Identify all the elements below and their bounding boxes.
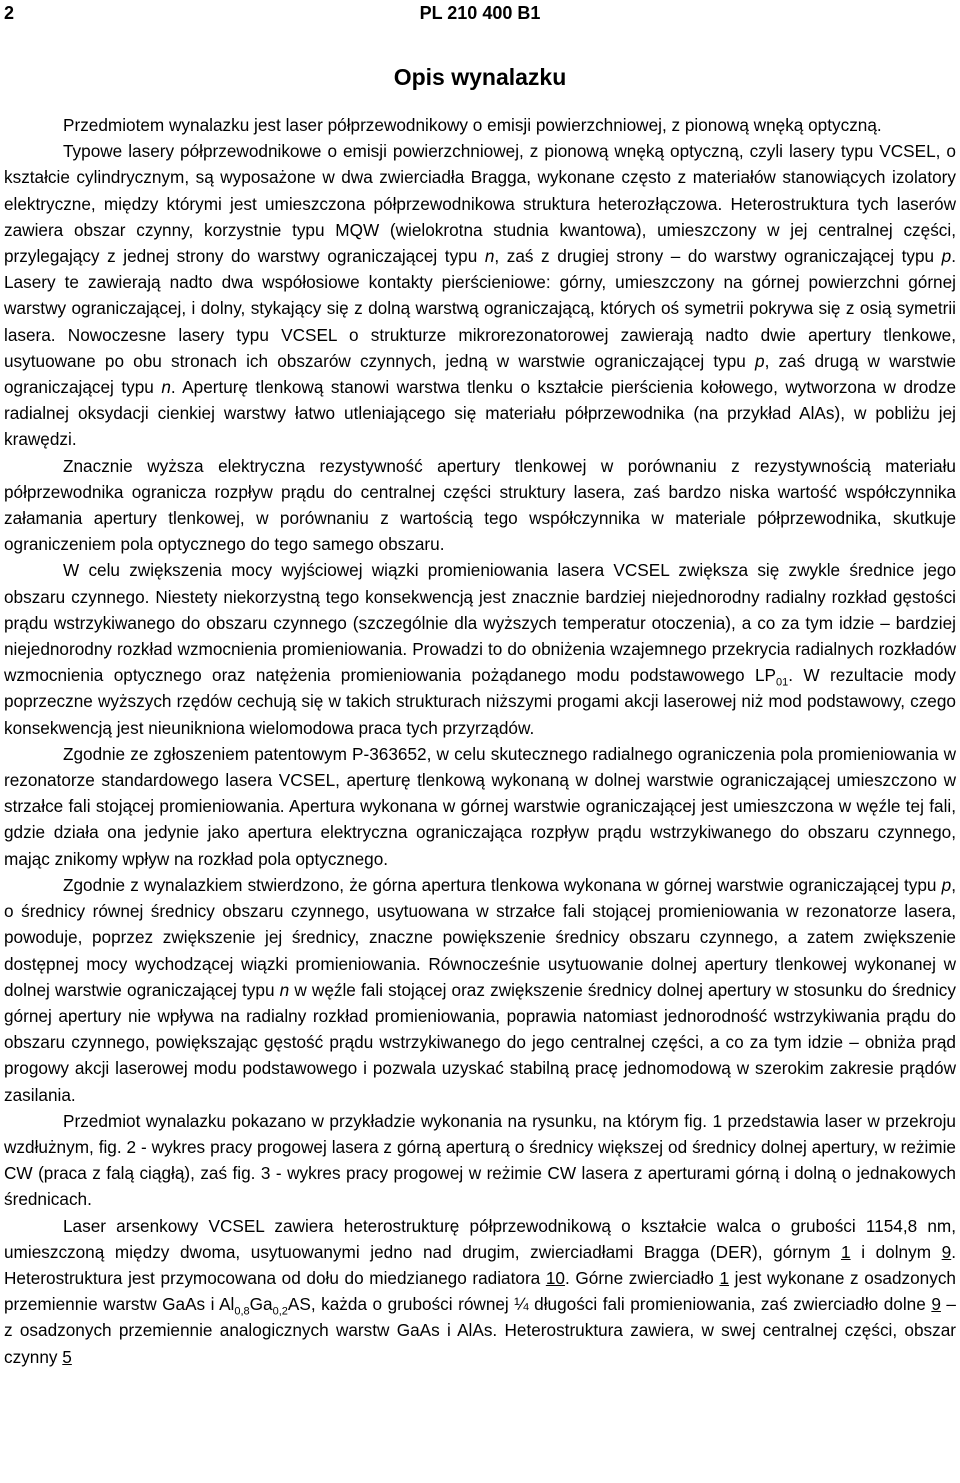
- reference-numeral: 9: [931, 1294, 941, 1315]
- reference-numeral: 10: [545, 1267, 565, 1288]
- text-run: . Górne zwierciadło: [564, 1267, 720, 1288]
- reference-numeral: 9: [941, 1241, 952, 1262]
- subscript: 0,8: [234, 1305, 250, 1318]
- italic-symbol: p: [941, 874, 952, 895]
- text-run: Zgodnie z wynalazkiem stwierdzono, że górna apertura tlenkowa wykonana w górnej warstwie ograniczającej typu: [63, 874, 942, 895]
- subscript: 01: [776, 676, 789, 689]
- italic-symbol: p: [755, 350, 765, 371]
- paragraph-3: Znacznie wyższa elektryczna rezystywność apertury tlenkowej w porównaniu z rezystywnością materiału półprzewodnika ogranicza rozpływ prądu do centralnej części struktury lasera, zaś bardzo niska wartość współczynnika załamania apertury tlenkowej, w porównaniu z wartością tego współczynnika w materiale półprzewodnika, skutkuje ograniczeniem pola optycznego do tego samego obszaru.: [4, 455, 956, 555]
- paragraph-2: [4, 138, 956, 452]
- reference-numeral: 1: [719, 1267, 729, 1288]
- paragraph-6: [4, 872, 956, 1108]
- document-body: [4, 112, 956, 1370]
- italic-symbol: n: [279, 979, 290, 1000]
- text-run: . Lasery te zawierają nadto dwa współosiowe kontakty pierścieniowe: górny, umieszczony na górnej powierzchni górnej warstwy ograniczającej, i dolny, stykający się z dolną warstwą ograniczającą, których oś symetrii pokrywa się z osią symetrii lasera. Nowoczesne lasery typu VCSEL o strukturze mikrorezonatorowej zawierają nadto dwie apertury tlenkowe, usytuowane po obu stronach ich obszarów czynnych, jedną w warstwie ograniczającej typu: [4, 246, 956, 371]
- page-number: 2: [4, 3, 15, 23]
- patent-number: PL 210 400 B1: [419, 3, 541, 23]
- text-run: jest wykonane z osadzonych przemiennie warstw GaAs i Al: [4, 1267, 956, 1315]
- text-run: Typowe lasery półprzewodnikowe o emisji powierzchniowej, z pionową wnęką optyczną, czyli lasery typu VCSEL, o kształcie cylindrycznym, są wyposażone w dwa zwierciadła Bragga, wykonane często z materiałów stanowiących izolatory elektryczne, między którymi jest umieszczona półprzewodnikowa struktura heterozłączowa. Heterostruktura tych laserów zawiera obszar czynny, korzystnie typu MQW (wielokrotna studnia kwantowa), umieszczony w jej centralnej części, przylegający z jednej strony do warstwy ograniczającej typu: [4, 141, 956, 267]
- subscript: 0,2: [272, 1305, 288, 1318]
- reference-numeral: 1: [841, 1241, 851, 1262]
- italic-symbol: n: [161, 377, 171, 398]
- text-run: , zaś drugą w warstwie ograniczającej typu: [4, 350, 956, 398]
- text-run: . Heterostruktura jest przymocowana od dołu do miedzianego radiatora: [4, 1241, 956, 1288]
- italic-symbol: p: [941, 246, 952, 267]
- paragraph-5: Zgodnie ze zgłoszeniem patentowym P-363652, w celu skutecznego radialnego ograniczenia pola promieniowania w rezonatorze standardowego lasera VCSEL, aperturę tlenkową wykonaną w dolnej warstwie ograniczającej umieszczono w strzałce fali stojącej promieniowania. Apertura wykonana w górnej warstwie ograniczającej jest umieszczona w węźle tej fali, gdzie działa ona jedynie jako apertura elektryczna ograniczająca rozpływ prądu wstrzykiwanego do obszaru czynnego, mając znikomy wpływ na rozkład pola optycznego.: [4, 743, 956, 869]
- text-run: , zaś z drugiej strony – do warstwy ograniczającej typu: [494, 246, 942, 267]
- text-run: i dolnym: [850, 1241, 942, 1262]
- text-run: Laser arsenkowy VCSEL zawiera heterostrukturę półprzewodnikową o kształcie walca o grubości 1154,8 nm, umieszczoną między dwoma, usytuowanymi jedno nad drugim, zwierciadłami Bragga (DER), górnym: [4, 1215, 956, 1262]
- italic-symbol: n: [484, 246, 495, 267]
- text-run: – z osadzonych przemiennie analogicznych warstw GaAs i AlAs. Heterostruktura zawiera, w swej centralnej części, obszar czynny: [4, 1294, 956, 1367]
- text-run: Ga: [249, 1294, 273, 1315]
- paragraph-1: Przedmiotem wynalazku jest laser półprzewodnikowy o emisji powierzchniowej, z pionową wnęką optyczną.: [63, 115, 882, 135]
- text-run: . W rezultacie mody poprzeczne wyższych rzędów cechują się w takich strukturach niższymi progami akcji laserowej niż mod podstawowy, czego konsekwencją jest nieuniknionа wielomodowa praca tych przyrządów.: [4, 665, 956, 738]
- document-title: Opis wynalazku: [393, 64, 567, 90]
- paragraph-4: [4, 557, 956, 740]
- text-run: . Aperturę tlenkową stanowi warstwa tlenku o kształcie pierścienia kołowego, wytworzona w drodze radialnej oksydacji cienkiej warstwy łatwo utleniającego się materiału półprzewodnika (na przykład AlAs), w pobliżu jej krawędzi.: [4, 377, 956, 450]
- reference-numeral: 5: [62, 1346, 72, 1367]
- paragraph-7: Przedmiot wynalazku pokazano w przykładzie wykonania na rysunku, na którym fig. 1 przedstawia laser w przekroju wzdłużnym, fig. 2 - wykres pracy progowej lasera z górną aperturą o średnicy większej od średnicy dolnej apertury, w reżimie CW (praca z falą ciągłą), zaś fig. 3 - wykres pracy progowej w reżimie CW lasera z aperturami górną i dolną o jednakowych średnicach.: [4, 1110, 956, 1210]
- text-run: W celu zwiększenia mocy wyjściowej wiązki promieniowania lasera VCSEL zwiększa się zwykle średnice jego obszaru czynnego. Niestety niekorzystną tego konsekwencją jest znacznie bardziej niejednorodny radialny rozkład gęstości prądu wstrzykiwanego do obszaru czynnego (szczególnie dla wyższych temperatur otoczenia), a co za tym idzie – bardziej niejednorodny rozkład wzmocnienia promieniowania. Prowadzi to do obniżenia wzajemnego przekrycia radialnych rozkładów wzmocnienia optycznego oraz natężenia promieniowania pożądanego modu podstawowego LP: [4, 560, 956, 686]
- paragraph-8: [4, 1213, 956, 1370]
- page-header: [4, 3, 956, 27]
- text-run: , o średnicy równej średnicy obszaru czynnego, usytuowana w strzałce fali stojącej promieniowania w rezonatorze lasera, powoduje, poprzez zwiększenie jej średnicy, znaczne powiększenie średnicy obszaru czynnego, a zatem zwiększenie dostępnej mocy wychodzącej wiązki promieniowania. Równocześnie usytuowanie dolnej apertury tlenkowej wykonanej w dolnej warstwie ograniczającej typu: [4, 874, 956, 1000]
- text-run: w węźle fali stojącej oraz zwiększenie średnicy dolnej apertury w stosunku do średnicy górnej apertury nie wpływa na radialny rozkład promieniowania, poprawia natomiast jednorodność wstrzykiwania prądu do obszaru czynnego, powiększając gęstość prądu wstrzykiwanego do jego centralnej części, a co za tym idzie – obniża prąd progowy akcji laserowej modu podstawowego i pozwala uzyskać stabilną pracę jednomodową w szerokim zakresie prądów zasilania.: [4, 979, 956, 1105]
- text-run: AS, każda o grubości równej ¼ długości fali promieniowania, zaś zwierciadło dolne: [287, 1294, 932, 1315]
